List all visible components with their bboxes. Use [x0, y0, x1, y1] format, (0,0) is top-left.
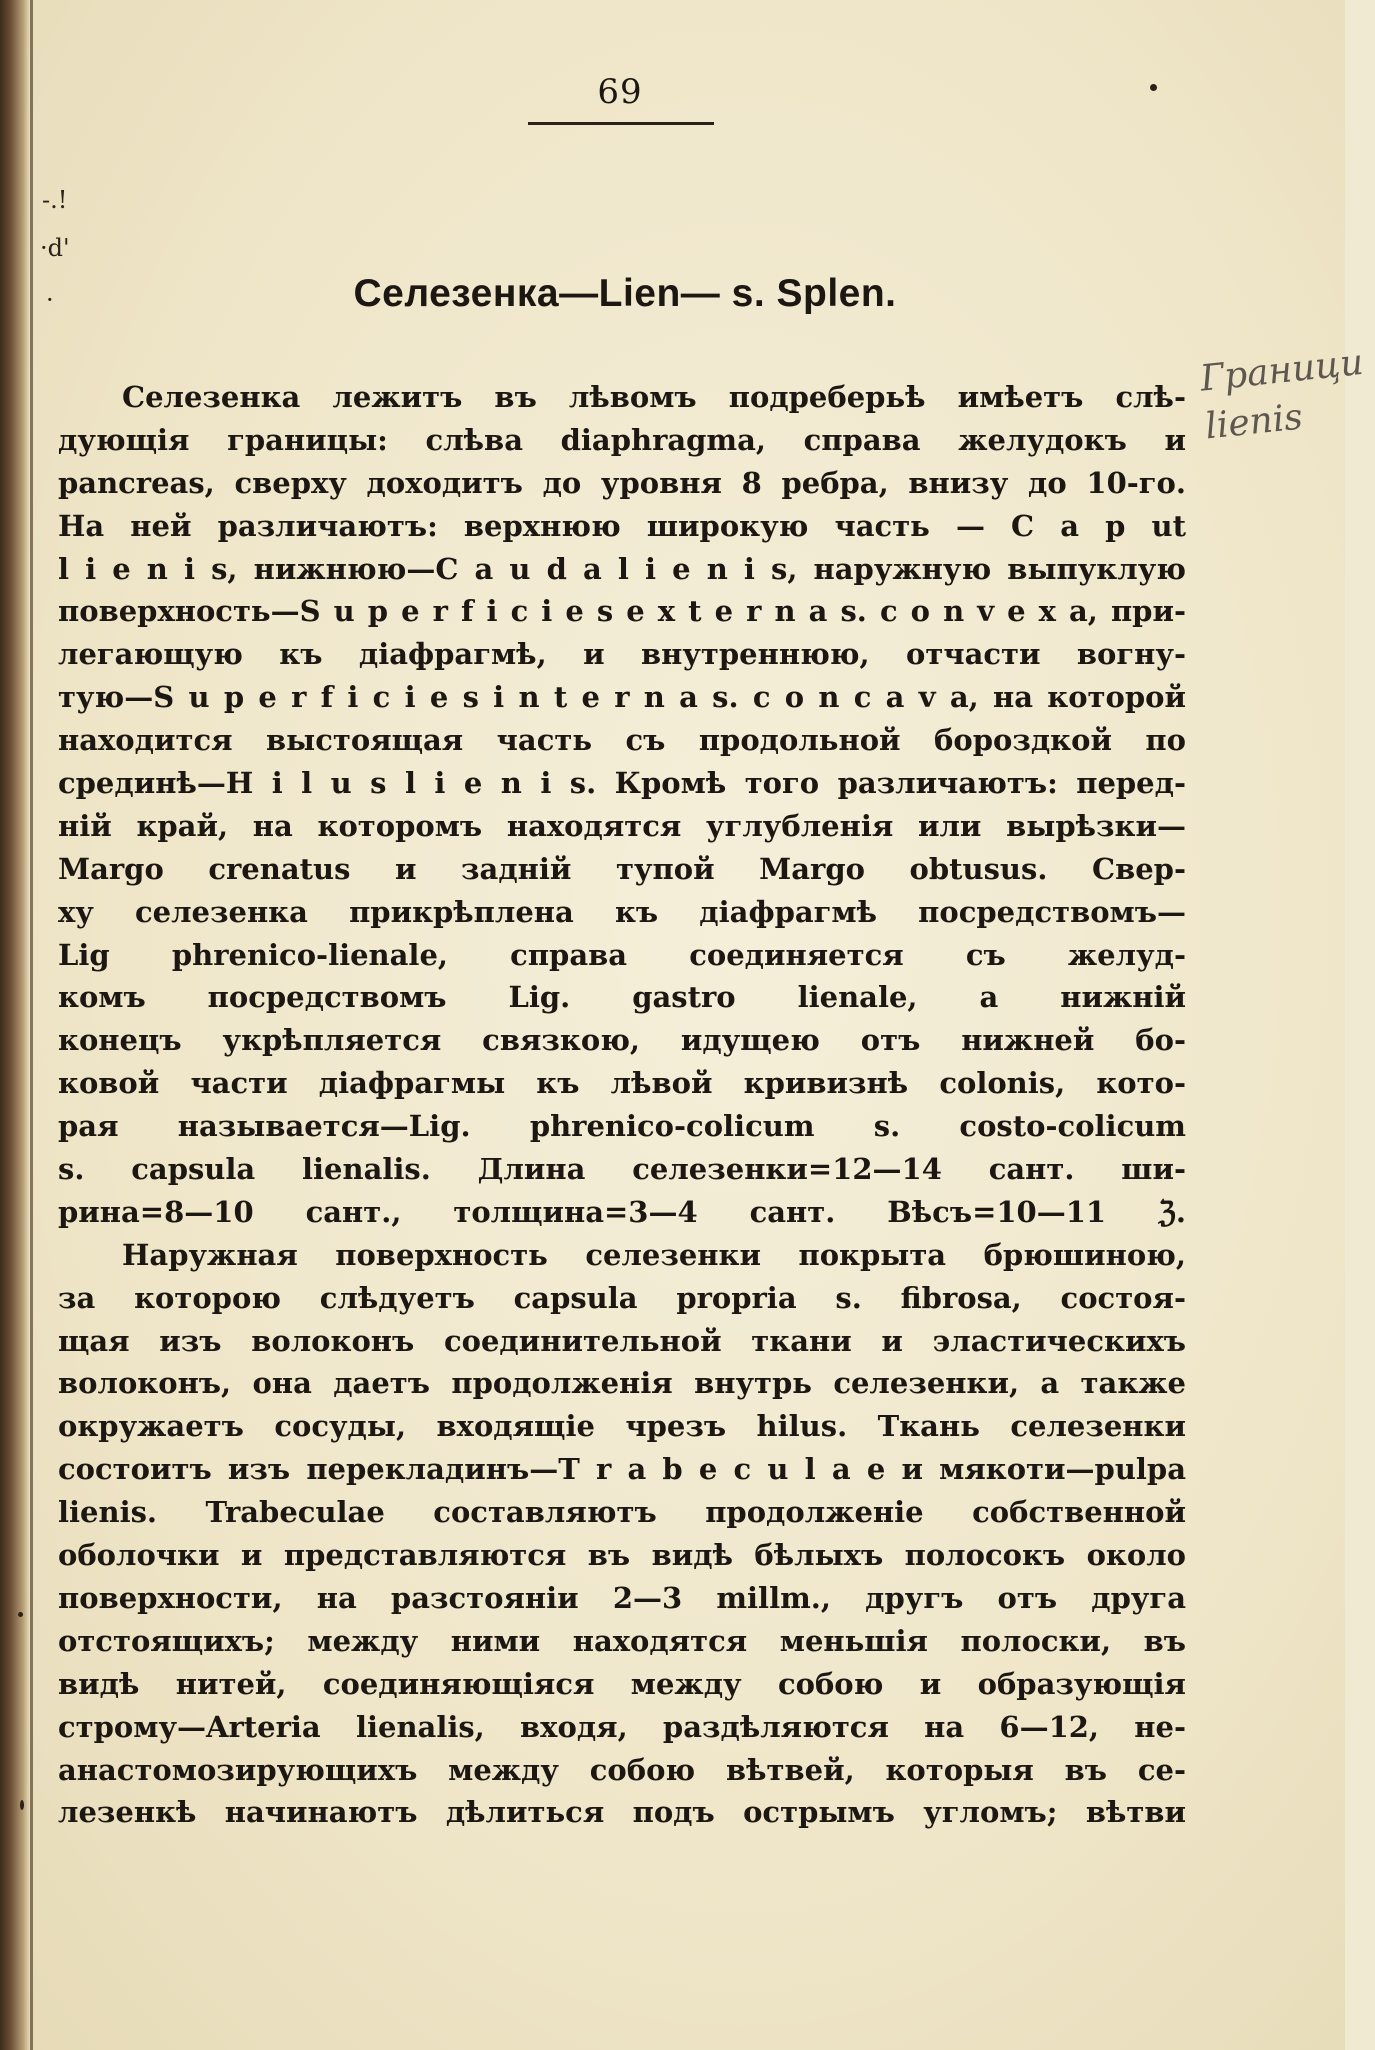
text-line: лезенкѣ начинаютъ дѣлиться подъ острымъ угломъ; вѣтви [58, 1795, 1186, 1830]
text-line: тую—S u p e r f i c i e s i n t e r n a s. c o n c a v a, на которой [58, 680, 1186, 715]
text-line: На ней различаютъ: верхнюю широкую часть — C a p ut [58, 508, 1186, 543]
ink-speck [18, 1612, 23, 1617]
text-line: l i e n i s, нижнюю—C a u d a l i e n i s, наружную выпуклую [58, 551, 1186, 586]
text-line: за которою слѣдуетъ capsula propria s. fibrosa, состоя- [58, 1280, 1186, 1315]
text-line: находится выстоящая часть съ продольной бороздкой по [58, 723, 1186, 758]
text-line: срединѣ—H i l u s l i e n i s. Кромѣ того различаютъ: перед- [58, 766, 1186, 801]
text-line: Селезенка лежитъ въ лѣвомъ подреберьѣ имѣетъ слѣ- [122, 380, 1186, 414]
text-line: поверхность—S u p e r f i c i e s e x t e r n a s. c o n v e x a, при- [58, 594, 1186, 629]
text-line: ній край, на которомъ находятся углубленія или вырѣзки— [58, 808, 1186, 843]
text-line: конецъ укрѣпляется связкою, идущею отъ нижней бо- [58, 1023, 1186, 1058]
text-line: lienis. Trabeculae составляютъ продолженіе собственной [58, 1495, 1186, 1530]
text-line: видѣ нитей, соединяющіяся между собою и образующія [58, 1666, 1186, 1701]
ink-speck [20, 1800, 24, 1810]
text-line: ху селезенка прикрѣплена къ діафрагмѣ посредствомъ— [58, 894, 1186, 929]
page-number-rule [528, 122, 714, 125]
handwritten-margin-note [1198, 341, 1366, 496]
text-line: анастомозирующихъ между собою вѣтвей, которыя въ се- [58, 1752, 1186, 1787]
text-line: комъ посредствомъ Lig. gastro lienale, а нижній [58, 980, 1186, 1015]
text-line: Lig phrenico-lienale, справа соединяется съ желуд- [58, 937, 1186, 972]
margin-mark-1: -.! [42, 186, 68, 214]
text-line: легающую къ діафрагмѣ, и внутреннюю, отчасти вогну- [58, 637, 1186, 672]
margin-mark-3: · [46, 286, 54, 314]
text-line: поверхности, на разстояніи 2—3 millm., другъ отъ друга [58, 1580, 1186, 1615]
text-line: рая называется—Lig. phrenico-colicum s. costo-colicum [58, 1109, 1186, 1144]
margin-note-line-2: lienis [1203, 396, 1305, 448]
book-spine-shadow [0, 0, 30, 2050]
text-line: s. capsula lienalis. Длина селезенки=12—14 сант. ши- [58, 1152, 1186, 1187]
section-title: Селезенка—Lien— s. Splen. [353, 272, 897, 315]
text-line: состоитъ изъ перекладинъ—T r a b e c u l a e и мякоти—pulpa [58, 1452, 1186, 1487]
text-line: дующія границы: слѣва diaphragma, справа желудокъ и [58, 422, 1186, 457]
text-line: строму—Arteria lienalis, входя, раздѣляются на 6—12, не- [58, 1709, 1186, 1744]
book-spine-edge [30, 0, 33, 2050]
text-line: Margo crenatus и задній тупой Margo obtusus. Свер- [58, 851, 1186, 886]
text-line: Наружная поверхность селезенки покрыта брюшиною, [122, 1237, 1186, 1272]
text-line: волоконъ, она даетъ продолженія внутрь селезенки, а также [58, 1366, 1186, 1401]
margin-mark-2: ·d' [40, 234, 70, 262]
text-line: ковой части діафрагмы къ лѣвой кривизнѣ colonis, кото- [58, 1066, 1186, 1101]
text-line: рина=8—10 сант., толщина=3—4 сант. Вѣсъ=10—11 ℨ. [58, 1194, 1186, 1229]
margin-note-line-1: Граници [1198, 341, 1366, 400]
page-number: 69 [597, 72, 643, 112]
text-line: отстоящихъ; между ними находятся меньшія полоски, въ [58, 1623, 1186, 1658]
text-line: щая изъ волоконъ соединительной ткани и эластическихъ [58, 1323, 1186, 1358]
ink-speck [1150, 84, 1157, 91]
text-line: оболочки и представляются въ видѣ бѣлыхъ полосокъ около [58, 1538, 1186, 1573]
text-line: окружаетъ сосуды, входящіе чрезъ hilus. Ткань селезенки [58, 1409, 1186, 1444]
text-line: pancreas, сверху доходитъ до уровня 8 ребра, внизу до 10-го. [58, 465, 1186, 500]
body-text [58, 376, 1186, 1834]
